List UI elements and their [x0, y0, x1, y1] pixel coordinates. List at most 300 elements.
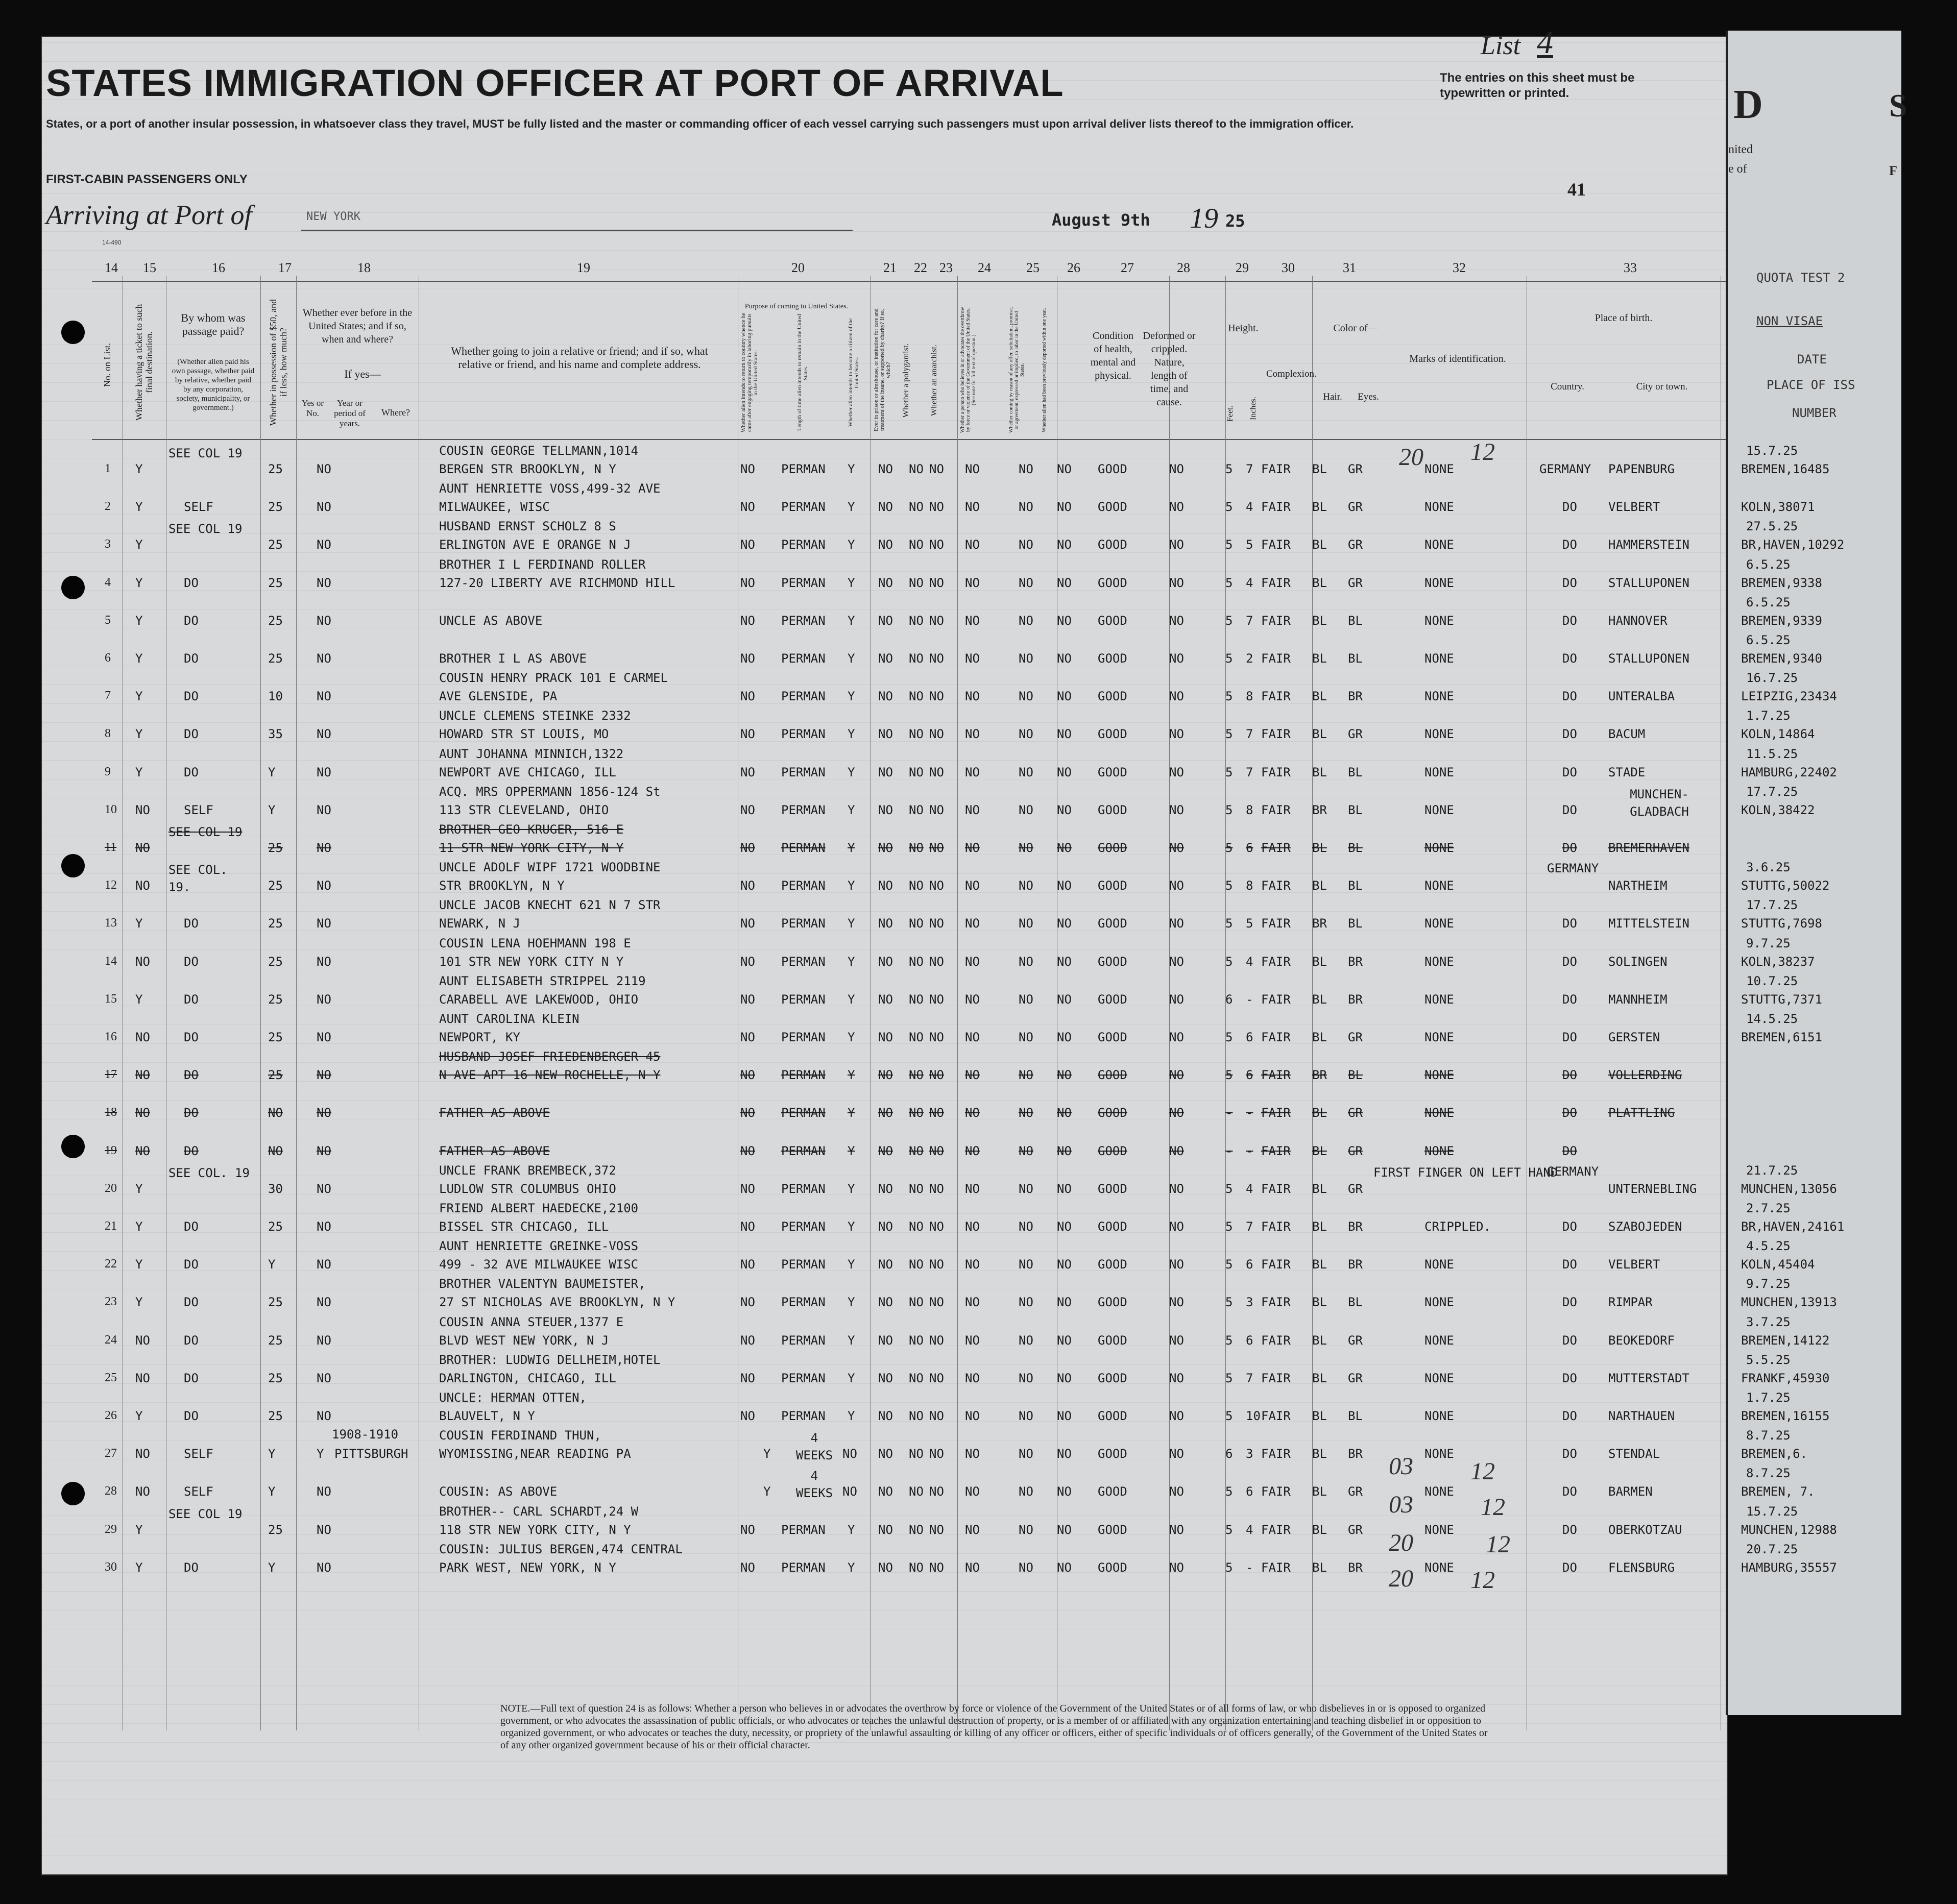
- cell-city: PAPENBURG: [1608, 462, 1675, 476]
- cell-labor-offer: NO: [1019, 1484, 1033, 1499]
- cell-marks: NONE: [1424, 841, 1454, 855]
- cell-health: GOOD: [1098, 1295, 1127, 1310]
- cell-length: PERMAN: [781, 538, 826, 552]
- cell-labor-offer: NO: [1019, 1068, 1033, 1083]
- cell-hair: BL: [1312, 1030, 1327, 1044]
- cell-money: Y: [268, 802, 276, 817]
- cell-polygamist: NO: [909, 613, 924, 628]
- cell-visa-date: 17.7.25: [1746, 898, 1798, 913]
- cell-join-line1: UNCLE JACOB KNECHT 621 N 7 STR: [439, 898, 661, 913]
- cell-before-in-us: NO: [317, 916, 331, 931]
- cell-length: PERMAN: [781, 1560, 826, 1575]
- cell-ticket: Y: [135, 689, 143, 704]
- cell-visa-place: BREMEN,9339: [1741, 613, 1822, 628]
- cell-eyes: BL: [1348, 878, 1363, 893]
- cell-eyes: GR: [1348, 1371, 1363, 1385]
- cell-marks: NONE: [1424, 878, 1454, 893]
- cell-join-line1: COUSIN GEORGE TELLMANN,1014: [439, 444, 639, 458]
- cell-money: 25: [268, 954, 283, 969]
- cell-height-feet: 5: [1225, 1409, 1233, 1423]
- cell-eyes: GR: [1348, 575, 1363, 590]
- cell-deformed: NO: [1169, 538, 1184, 552]
- cell-overthrow: NO: [965, 765, 980, 779]
- cell-money: 25: [268, 575, 283, 590]
- colnum-29: 29: [1236, 260, 1249, 275]
- table-row: [0, 480, 1815, 518]
- cell-visa-date: 9.7.25: [1746, 936, 1791, 950]
- cell-eyes: GR: [1348, 462, 1363, 476]
- cell-height-inches: 7: [1246, 765, 1253, 779]
- cell-deported: NO: [1057, 1371, 1072, 1385]
- cell-eyes: GR: [1348, 1522, 1363, 1537]
- cell-eyes: GR: [1348, 1030, 1363, 1044]
- cell-deported: NO: [1057, 727, 1072, 742]
- row-number: 1: [105, 462, 111, 475]
- cell-length: PERMAN: [781, 916, 826, 931]
- cell-ticket: Y: [135, 500, 143, 515]
- cell-return: NO: [740, 765, 755, 779]
- table-row: [0, 1314, 1830, 1352]
- cell-eyes: GR: [1348, 727, 1363, 742]
- row-number: 6: [105, 651, 111, 665]
- cell-anarchist: NO: [929, 1371, 944, 1385]
- cell-anarchist: NO: [929, 500, 944, 515]
- cell-country: DO: [1562, 992, 1577, 1007]
- cell-join-line2: N AVE APT 16 NEW ROCHELLE, N Y: [439, 1068, 661, 1083]
- cell-prison: NO: [878, 1181, 893, 1196]
- cell-health: GOOD: [1098, 916, 1127, 931]
- cell-visa-date: 4.5.25: [1746, 1239, 1791, 1254]
- cell-health: GOOD: [1098, 1068, 1127, 1083]
- cell-money: 25: [268, 1068, 283, 1083]
- cell-passage-paid: DO: [184, 1409, 199, 1423]
- cell-join-line2: BLVD WEST NEW YORK, N J: [439, 1333, 609, 1348]
- cell-eyes: GR: [1348, 1106, 1363, 1120]
- cell-passage-paid: DO: [184, 954, 199, 969]
- cell-deported: NO: [1057, 1030, 1072, 1044]
- cell-passage-paid: DO: [184, 1068, 199, 1083]
- cell-visa-place: KOLN,38422: [1741, 802, 1815, 817]
- cell-anarchist: NO: [929, 916, 944, 931]
- cell-marks: NONE: [1424, 500, 1454, 515]
- cell-deformed: NO: [1169, 462, 1184, 476]
- cell-money: NO: [268, 1143, 283, 1158]
- cell-marks: NONE: [1424, 992, 1454, 1007]
- cell-health: GOOD: [1098, 1409, 1127, 1423]
- cell-visa-date: 6.5.25: [1746, 595, 1791, 609]
- cell-hair: BR: [1312, 1068, 1327, 1083]
- cell-overthrow: NO: [965, 1181, 980, 1196]
- edge-fragment-1: D: [1733, 82, 1763, 127]
- hdr-hair: Hair.: [1323, 392, 1342, 402]
- cell-hair: BL: [1312, 765, 1327, 779]
- cell-join-line1: AUNT HENRIETTE GREINKE-VOSS: [439, 1239, 639, 1254]
- cell-deformed: NO: [1169, 1333, 1184, 1348]
- cell-polygamist: NO: [909, 1522, 924, 1537]
- hdr-complexion: Complexion.: [1266, 369, 1317, 379]
- cell-anarchist: NO: [929, 651, 944, 666]
- cell-eyes: BL: [1348, 1068, 1363, 1083]
- colnum-21: 21: [883, 260, 897, 275]
- hdr-prison: Ever in prison or almshouse, or institution for care and treatment of the insane, or supported by charity? If so, which?: [873, 308, 891, 432]
- cell-prison: NO: [878, 462, 893, 476]
- cell-return: NO: [740, 992, 755, 1007]
- cell-money: 35: [268, 727, 283, 742]
- cell-ticket: NO: [135, 1030, 150, 1044]
- annotation-1: 20: [1399, 444, 1423, 471]
- cell-ticket: Y: [135, 1295, 143, 1310]
- cell-eyes: BL: [1348, 613, 1363, 628]
- cell-marks: NONE: [1424, 462, 1454, 476]
- cell-deformed: NO: [1169, 1295, 1184, 1310]
- cell-passage-paid: SEE COL 19: [168, 446, 243, 460]
- cell-deformed: NO: [1169, 841, 1184, 855]
- cell-height-feet: 5: [1225, 1030, 1233, 1044]
- cell-marks: NONE: [1424, 1106, 1454, 1120]
- cell-return: NO: [740, 1295, 755, 1310]
- list-label: List: [1481, 31, 1521, 60]
- cell-ticket: NO: [135, 1143, 150, 1158]
- cell-height-inches: 8: [1246, 689, 1253, 704]
- colnum-22: 22: [914, 260, 927, 275]
- cell-deported: NO: [1057, 916, 1072, 931]
- cell-deformed: NO: [1169, 575, 1184, 590]
- cell-marks: NONE: [1424, 916, 1454, 931]
- cell-labor-offer: NO: [1019, 1522, 1033, 1537]
- cell-citizen: Y: [848, 1295, 855, 1310]
- cell-health: GOOD: [1098, 462, 1127, 476]
- cell-visa-place: KOLN,38071: [1741, 500, 1815, 515]
- cell-citizen: Y: [848, 689, 855, 704]
- cell-complexion: FAIR: [1261, 765, 1291, 779]
- cell-eyes: GR: [1348, 1333, 1363, 1348]
- cell-complexion: FAIR: [1261, 575, 1291, 590]
- hdr-join-relative: Whether going to join a relative or friend; and if so, what relative or friend, and his name and complete address.: [451, 345, 708, 371]
- cell-money: 25: [268, 538, 283, 552]
- cell-labor-offer: NO: [1019, 1257, 1033, 1272]
- cell-citizen: Y: [848, 1106, 855, 1120]
- hdr-purpose: Purpose of coming to United States.: [744, 303, 849, 310]
- cell-return: Y: [763, 1447, 771, 1461]
- cell-join-line1: ACQ. MRS OPPERMANN 1856-124 St: [439, 784, 661, 799]
- cell-before-in-us: NO: [317, 500, 331, 515]
- cell-height-feet: 5: [1225, 1522, 1233, 1537]
- cell-country: DO: [1562, 1257, 1577, 1272]
- cell-money: 10: [268, 689, 283, 704]
- cell-money: NO: [268, 1106, 283, 1120]
- cell-health: GOOD: [1098, 1030, 1127, 1044]
- cell-polygamist: NO: [909, 651, 924, 666]
- cell-prison: NO: [878, 1447, 893, 1461]
- cell-ticket: Y: [135, 1409, 143, 1423]
- cell-visa-date: 3.7.25: [1746, 1314, 1791, 1329]
- cell-deformed: NO: [1169, 1257, 1184, 1272]
- cell-join-line2: 499 - 32 AVE MILWAUKEE WISC: [439, 1257, 639, 1272]
- cell-city: BREMERHAVEN: [1608, 841, 1689, 855]
- cell-polygamist: NO: [909, 1219, 924, 1234]
- cell-city: FLENSBURG: [1608, 1560, 1675, 1575]
- table-row: [0, 859, 1830, 897]
- cell-height-feet: -: [1225, 1143, 1233, 1158]
- cell-deported: NO: [1057, 1219, 1072, 1234]
- cell-complexion: FAIR: [1261, 1030, 1291, 1044]
- cell-polygamist: NO: [909, 1295, 924, 1310]
- cell-eyes: BL: [1348, 916, 1363, 931]
- colnum-28: 28: [1177, 260, 1190, 275]
- table-row: [0, 1427, 1808, 1465]
- cell-overthrow: NO: [965, 1219, 980, 1234]
- cell-anarchist: NO: [929, 1181, 944, 1196]
- cell-passage-paid: SEE COL 19: [168, 825, 243, 839]
- row-number: 26: [105, 1409, 117, 1422]
- cell-country: DO: [1562, 1219, 1577, 1234]
- cell-years: 1908-1910: [332, 1427, 399, 1442]
- cell-polygamist: NO: [909, 1143, 924, 1158]
- cell-polygamist: NO: [909, 538, 924, 552]
- cell-join-line1: UNCLE CLEMENS STEINKE 2332: [439, 709, 631, 723]
- cell-deported: NO: [1057, 802, 1072, 817]
- cell-length: PERMAN: [781, 1522, 826, 1537]
- cell-height-inches: -: [1246, 992, 1253, 1007]
- cell-complexion: FAIR: [1261, 878, 1291, 893]
- cell-eyes: GR: [1348, 500, 1363, 515]
- cell-height-inches: 4: [1246, 1181, 1253, 1196]
- cell-return: NO: [740, 613, 755, 628]
- cell-prison: NO: [878, 1522, 893, 1537]
- cell-country: DO: [1562, 1106, 1577, 1120]
- cell-height-feet: 5: [1225, 954, 1233, 969]
- cell-join-line2: NEWARK, N J: [439, 916, 520, 931]
- hdr-no-on-list: No. on List.: [102, 343, 112, 387]
- port-label: Arriving at Port of: [46, 200, 252, 230]
- cell-overthrow: NO: [965, 1106, 980, 1120]
- cell-country: DO: [1562, 1409, 1577, 1423]
- punch-hole-1: [61, 321, 85, 344]
- cell-country: DO: [1562, 1333, 1577, 1348]
- cell-join-line2: 118 STR NEW YORK CITY, N Y: [439, 1522, 631, 1537]
- cell-height-feet: 5: [1225, 841, 1233, 855]
- cell-citizen: Y: [848, 500, 855, 515]
- cell-ticket: NO: [135, 1106, 150, 1120]
- cell-complexion: FAIR: [1261, 1333, 1291, 1348]
- cell-visa-date: 15.7.25: [1746, 444, 1798, 458]
- cell-before-in-us: NO: [317, 1333, 331, 1348]
- cell-before-in-us: NO: [317, 613, 331, 628]
- row-number: 18: [105, 1106, 117, 1119]
- cell-deformed: NO: [1169, 1560, 1184, 1575]
- cell-before-in-us: NO: [317, 651, 331, 666]
- cell-polygamist: NO: [909, 1409, 924, 1423]
- cell-anarchist: NO: [929, 954, 944, 969]
- colnum-18: 18: [357, 260, 371, 275]
- cell-passage-paid: DO: [184, 727, 199, 742]
- colnum-19: 19: [577, 260, 590, 275]
- cell-health: GOOD: [1098, 1560, 1127, 1575]
- cell-labor-offer: NO: [1019, 765, 1033, 779]
- cell-length: PERMAN: [781, 878, 826, 893]
- cell-deformed: NO: [1169, 500, 1184, 515]
- cell-prison: NO: [878, 1219, 893, 1234]
- cell-marks: FIRST FINGER ON LEFT HAND: [1373, 1165, 1558, 1180]
- cell-height-feet: 5: [1225, 1560, 1233, 1575]
- cell-prison: NO: [878, 802, 893, 817]
- cell-join-line1: HUSBAND JOSEF FRIEDENBERGER 45: [439, 1049, 661, 1064]
- cell-citizen: Y: [848, 651, 855, 666]
- hdr-before-in-us: Whether ever before in the United States; and if so, when and where?: [302, 307, 413, 345]
- cell-country: DO: [1562, 1522, 1577, 1537]
- row-number: 14: [105, 954, 117, 968]
- colnum-20: 20: [791, 260, 805, 275]
- cell-hair: BL: [1312, 1143, 1327, 1158]
- cell-city: UNTERNEBLING: [1608, 1181, 1697, 1196]
- cell-height-feet: 5: [1225, 1068, 1233, 1083]
- hdr-place-of-birth: Place of birth.: [1594, 312, 1653, 324]
- cell-prison: NO: [878, 1560, 893, 1575]
- cell-city: MUTTERSTADT: [1608, 1371, 1689, 1385]
- cell-city: MANNHEIM: [1608, 992, 1668, 1007]
- cell-labor-offer: NO: [1019, 613, 1033, 628]
- cell-visa-date: 1.7.25: [1746, 1390, 1791, 1405]
- cell-anarchist: NO: [929, 765, 944, 779]
- cell-health: GOOD: [1098, 878, 1127, 893]
- cell-overthrow: NO: [965, 500, 980, 515]
- cell-city: UNTERALBA: [1608, 689, 1675, 704]
- cell-length: PERMAN: [781, 500, 826, 515]
- cell-polygamist: NO: [909, 916, 924, 931]
- cell-marks: NONE: [1424, 1484, 1454, 1499]
- cell-deported: NO: [1057, 1560, 1072, 1575]
- row-number: 3: [105, 538, 111, 551]
- cell-join-line2: PARK WEST, NEW YORK, N Y: [439, 1560, 616, 1575]
- cell-height-inches: 3: [1246, 1295, 1253, 1310]
- cell-height-feet: 5: [1225, 689, 1233, 704]
- cell-deported: NO: [1057, 1409, 1072, 1423]
- cell-visa-place: STUTTG,50022: [1741, 878, 1830, 893]
- cell-hair: BL: [1312, 689, 1327, 704]
- cell-passage-paid: DO: [184, 613, 199, 628]
- cell-polygamist: NO: [909, 841, 924, 855]
- cell-eyes: GR: [1348, 538, 1363, 552]
- cell-marks: NONE: [1424, 1371, 1454, 1385]
- cell-hair: BL: [1312, 651, 1327, 666]
- cell-visa-date: 17.7.25: [1746, 784, 1798, 799]
- cell-height-inches: -: [1246, 1106, 1253, 1120]
- hdr-passage-paid: By whom was passage paid?: [181, 311, 246, 337]
- cell-eyes: BL: [1348, 765, 1363, 779]
- cell-money: Y: [268, 1257, 276, 1272]
- cell-prison: NO: [878, 1143, 893, 1158]
- cell-money: 25: [268, 1030, 283, 1044]
- cell-marks: NONE: [1424, 538, 1454, 552]
- cell-visa-date: 16.7.25: [1746, 671, 1798, 686]
- cell-labor-offer: NO: [1019, 802, 1033, 817]
- hdr-polygamist: Whether a polygamist.: [902, 343, 910, 418]
- annotation-2: 12: [1470, 438, 1495, 466]
- cell-marks: NONE: [1424, 689, 1454, 704]
- cell-passage-paid: SEE COL 19: [168, 522, 243, 536]
- cell-visa-date: 1.7.25: [1746, 709, 1791, 723]
- cell-eyes: BL: [1348, 802, 1363, 817]
- cell-height-feet: 5: [1225, 727, 1233, 742]
- cell-complexion: FAIR: [1261, 1068, 1291, 1083]
- cell-marks: NONE: [1424, 1257, 1454, 1272]
- hdr-if-yes: If yes—: [344, 368, 381, 380]
- cell-hair: BL: [1312, 992, 1327, 1007]
- row-number: 2: [105, 500, 111, 514]
- cell-overthrow: NO: [965, 1143, 980, 1158]
- cell-labor-offer: NO: [1019, 1219, 1033, 1234]
- cell-visa-date: 6.5.25: [1746, 633, 1791, 647]
- cell-hair: BL: [1312, 1522, 1327, 1537]
- cell-before-in-us: NO: [317, 765, 331, 779]
- cell-return: NO: [740, 1371, 755, 1385]
- cell-join-line2: STR BROOKLYN, N Y: [439, 878, 565, 893]
- cell-money: Y: [268, 1560, 276, 1575]
- cell-deformed: NO: [1169, 992, 1184, 1007]
- hdr-ticket: Whether having a ticket to such final destination.: [134, 304, 154, 421]
- row-number: 28: [105, 1484, 117, 1498]
- cell-join-line2: NEWPORT AVE CHICAGO, ILL: [439, 765, 616, 779]
- cell-deformed: NO: [1169, 1371, 1184, 1385]
- cell-country: DO: [1562, 1371, 1577, 1385]
- table-row: [0, 1541, 1837, 1579]
- cell-join-line2: 27 ST NICHOLAS AVE BROOKLYN, N Y: [439, 1295, 675, 1310]
- cell-before-in-us: NO: [317, 1409, 331, 1423]
- cell-ticket: NO: [135, 1068, 150, 1083]
- cell-passage-paid: SELF: [184, 500, 213, 515]
- cell-health: GOOD: [1098, 1484, 1127, 1499]
- cell-hair: BL: [1312, 500, 1327, 515]
- cell-join-line1: UNCLE ADOLF WIPF 1721 WOODBINE: [439, 860, 661, 875]
- cell-length: 4 WEEKS: [795, 1431, 833, 1463]
- hdr-city: City or town.: [1636, 381, 1688, 392]
- cell-city: NARTHEIM: [1608, 878, 1668, 893]
- cell-prison: NO: [878, 954, 893, 969]
- cell-height-inches: 4: [1246, 500, 1253, 515]
- cell-city: BACUM: [1608, 727, 1646, 742]
- cell-height-inches: 7: [1246, 1219, 1253, 1234]
- cell-complexion: FAIR: [1261, 613, 1291, 628]
- cell-country: DO: [1562, 689, 1577, 704]
- cell-labor-offer: NO: [1019, 727, 1033, 742]
- cell-money: 25: [268, 992, 283, 1007]
- table-row: [0, 1200, 1845, 1238]
- hdr-inches: Inches.: [1249, 397, 1258, 420]
- cell-labor-offer: NO: [1019, 538, 1033, 552]
- cell-health: GOOD: [1098, 727, 1127, 742]
- hdr-height: Height.: [1228, 323, 1259, 334]
- cell-visa-date: 6.5.25: [1746, 557, 1791, 572]
- cell-length: PERMAN: [781, 727, 826, 742]
- hdr-passage-paid-sub: (Whether alien paid his own passage, whether paid by relative, whether paid by any corporation, society, municipality, or government.): [172, 358, 255, 412]
- cell-overthrow: NO: [965, 538, 980, 552]
- cell-complexion: FAIR: [1261, 1371, 1291, 1385]
- cell-deformed: NO: [1169, 727, 1184, 742]
- cell-before-in-us: NO: [317, 1295, 331, 1310]
- cell-labor-offer: NO: [1019, 1106, 1033, 1120]
- cell-labor-offer: NO: [1019, 1560, 1033, 1575]
- row-number: 19: [105, 1143, 117, 1157]
- cell-citizen: Y: [848, 538, 855, 552]
- cell-length: 4 WEEKS: [795, 1469, 833, 1501]
- footer-note: NOTE.—Full text of question 24 is as follows: Whether a person who believes in or advocates the overthrow by force or violence of the Government of the United States or of all forms of law, or who disbelieves in or is opposed to organized government, or who advocates the assassination of public officials, or who advocates or teaches the unlawful destruction of property, or is a member of or affiliated with any organization entertaining and teaching disbelief in or opposition to organized government, or who advocates or teaches the duty, necessity, or propriety of the unlawful assaulting or killing of any officer or officers, either of specific individuals or of officers generally, of the Government of the United States or of any other organized government because of his or their official character.: [500, 1703, 1488, 1751]
- cell-citizen: Y: [848, 1181, 855, 1196]
- cell-height-inches: 6: [1246, 1333, 1253, 1348]
- quota-header: QUOTA TEST 2: [1756, 271, 1845, 285]
- cell-health: GOOD: [1098, 954, 1127, 969]
- cell-deported: NO: [1057, 1447, 1072, 1461]
- cell-prison: NO: [878, 916, 893, 931]
